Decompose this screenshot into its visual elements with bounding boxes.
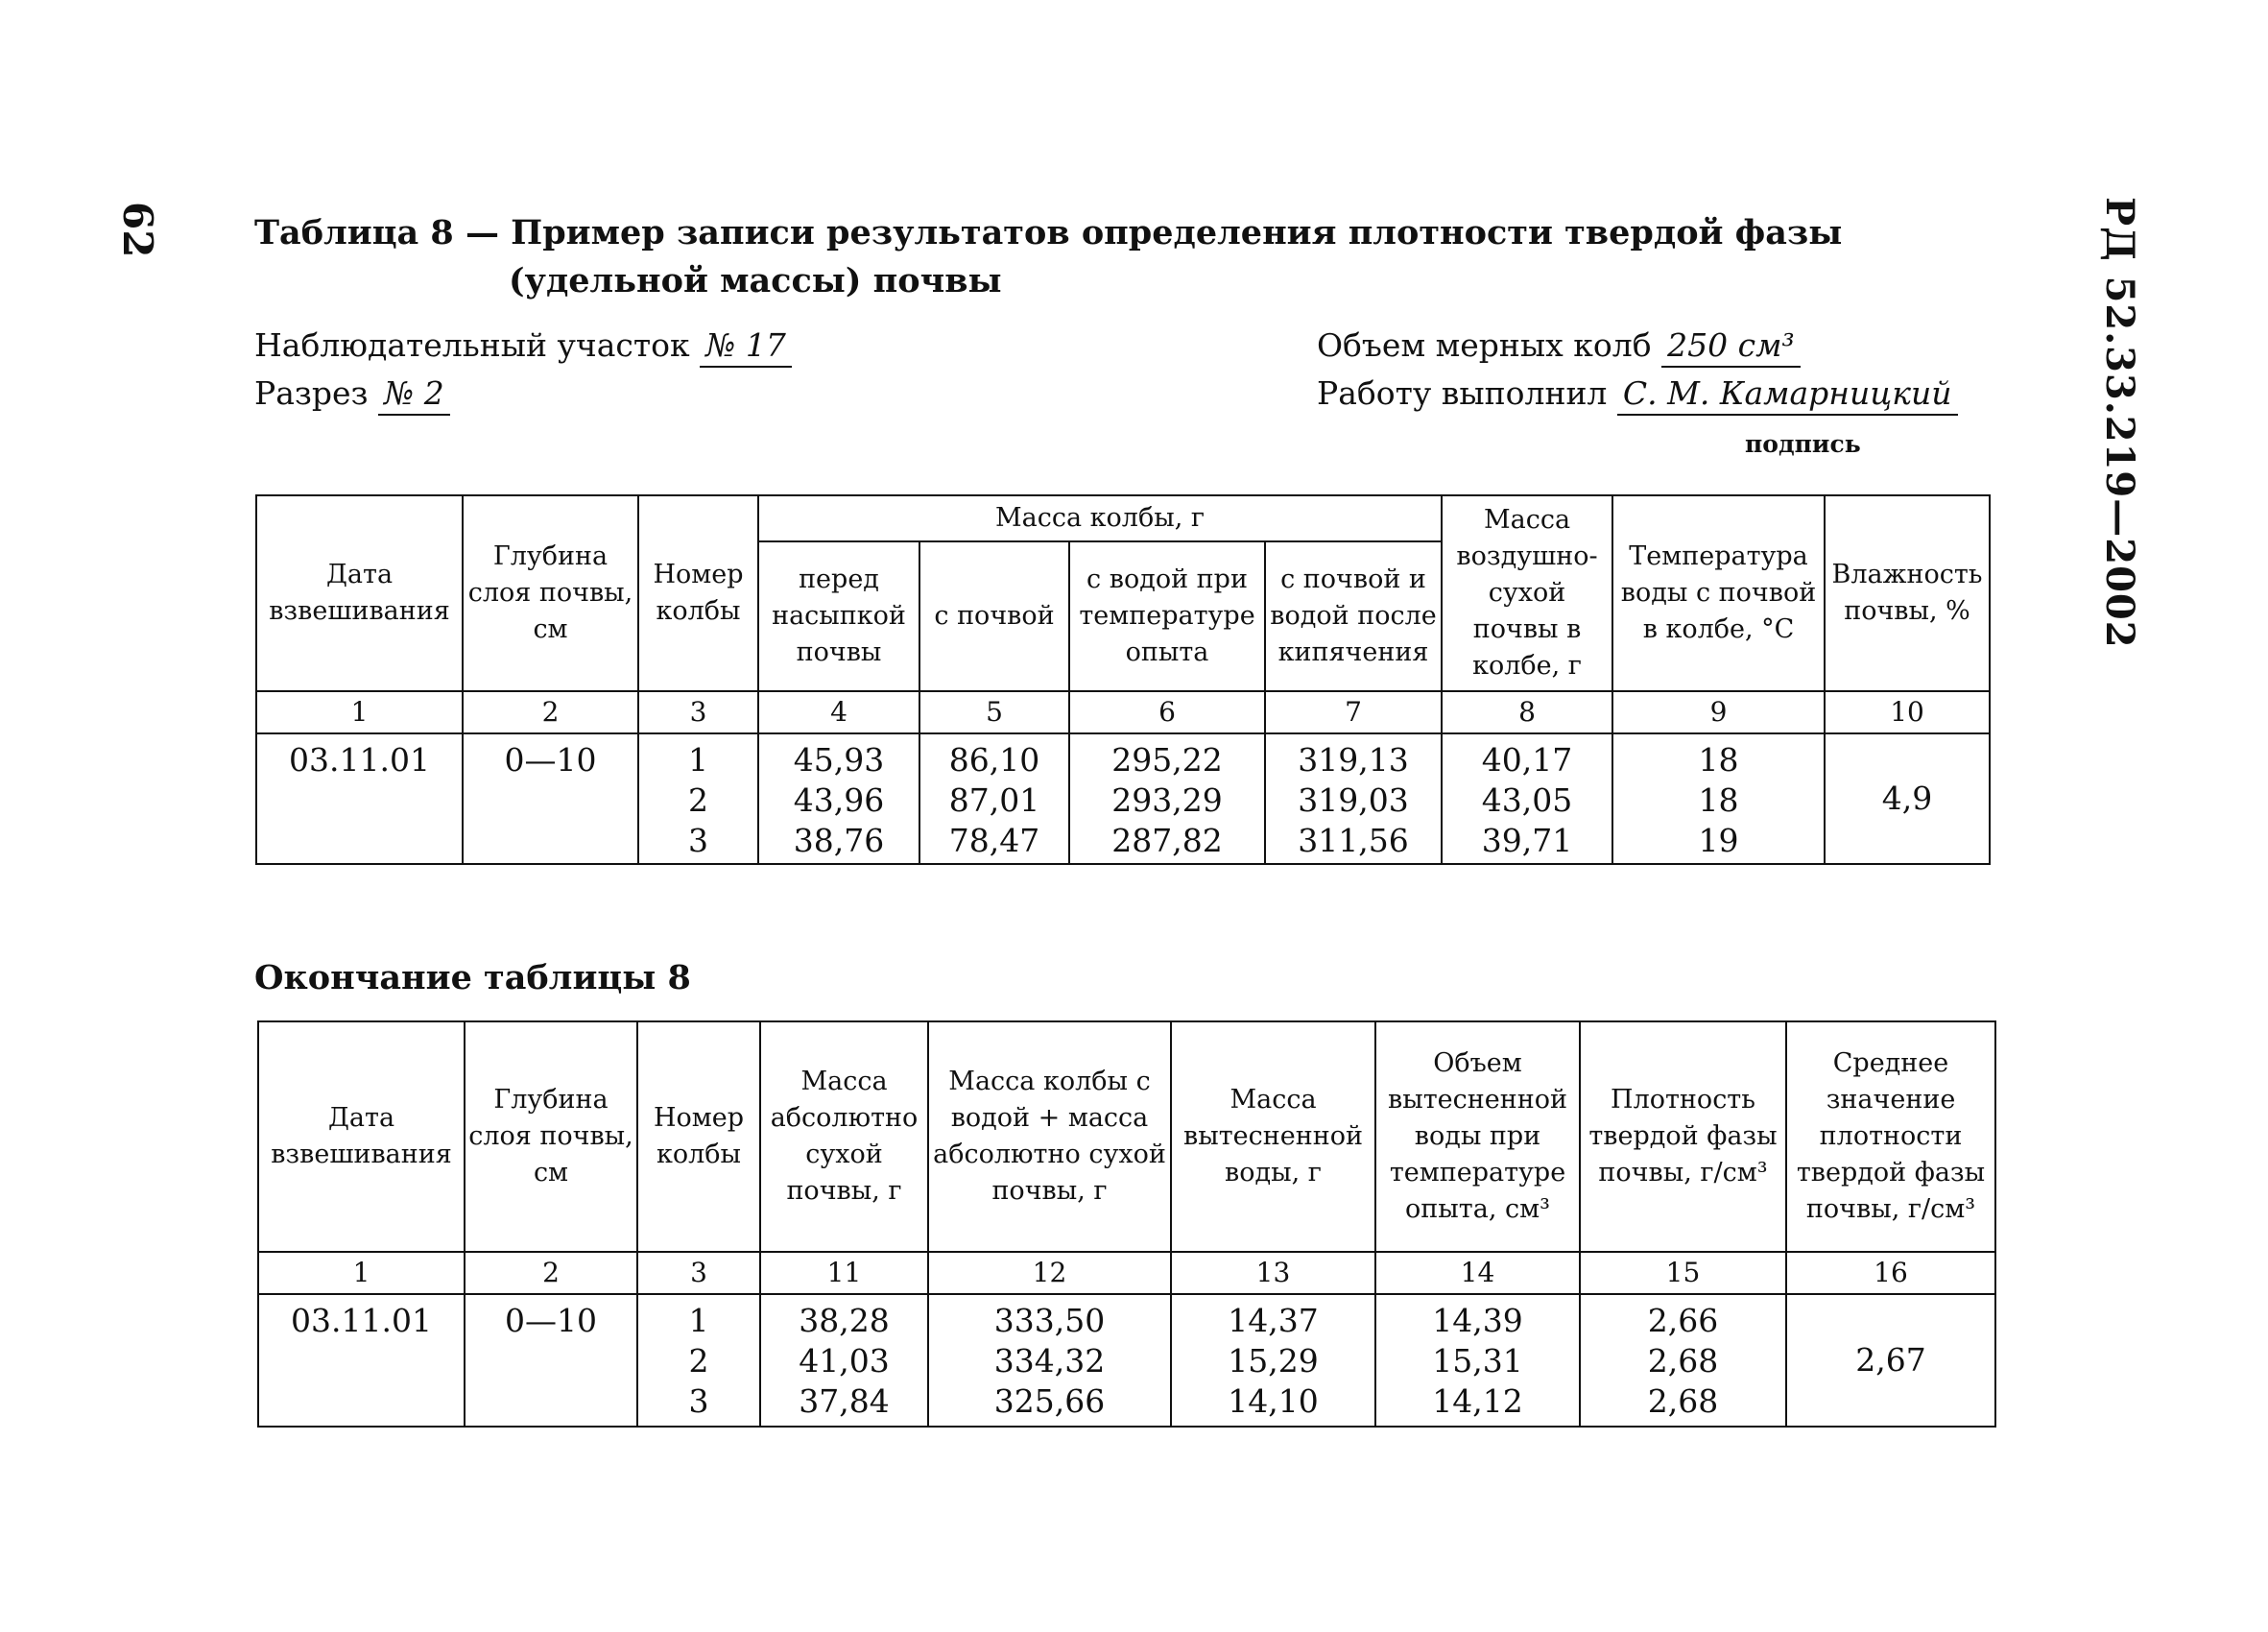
- header-abs-dry: Масса абсолютно сухой почвы, г: [760, 1021, 928, 1252]
- col-number: 6: [1069, 691, 1265, 733]
- col-number: 3: [637, 1252, 760, 1294]
- header-depth: Глубина слоя почвы, см: [465, 1021, 637, 1252]
- col-number: 12: [928, 1252, 1171, 1294]
- header-displaced-volume: Объем вытесненной воды при температуре опыта, см³: [1375, 1021, 1580, 1252]
- header-with-soil: с почвой: [919, 541, 1069, 691]
- cell-with-soil-water: 319,13 319,03 311,56: [1265, 733, 1442, 864]
- header-flask-mass: Масса колбы, г: [758, 495, 1442, 541]
- table-continuation-title: Окончание таблицы 8: [254, 958, 691, 997]
- header-before: перед насыпкой почвы: [758, 541, 919, 691]
- plot-value: № 17: [700, 326, 792, 368]
- col-number: 8: [1442, 691, 1612, 733]
- page-number: 62: [114, 202, 161, 258]
- cell-moisture: 4,9: [1825, 733, 1990, 864]
- volume-label: Объем мерных колб: [1317, 326, 1652, 364]
- header-date: Дата взвешивания: [258, 1021, 465, 1252]
- header-mean-density: Среднее значение плотности твердой фазы почвы, г/см³: [1786, 1021, 1995, 1252]
- cell-abs-dry: 38,28 41,03 37,84: [760, 1294, 928, 1427]
- col-number: 1: [256, 691, 463, 733]
- header-flask-no: Номер колбы: [638, 495, 758, 691]
- header-date: Дата взвешивания: [256, 495, 463, 691]
- col-number: 7: [1265, 691, 1442, 733]
- volume-field: [1317, 326, 1801, 364]
- col-number: 15: [1580, 1252, 1786, 1294]
- cell-date: 03.11.01: [256, 733, 463, 864]
- performer-field: [1317, 374, 1958, 412]
- col-number: 3: [638, 691, 758, 733]
- col-number: 2: [463, 691, 638, 733]
- cell-date: 03.11.01: [258, 1294, 465, 1427]
- header-air-dry: Масса воздушно-сухой почвы в колбе, г: [1442, 495, 1612, 691]
- section-label: Разрез: [254, 374, 369, 412]
- header-depth: Глубина слоя почвы, см: [463, 495, 638, 691]
- col-number: 13: [1171, 1252, 1375, 1294]
- col-number: 1: [258, 1252, 465, 1294]
- col-number: 4: [758, 691, 919, 733]
- header-flask-no: Номер колбы: [637, 1021, 760, 1252]
- header-flask-water-soil: Масса колбы с водой + масса абсолютно сухой почвы, г: [928, 1021, 1171, 1252]
- cell-air-dry: 40,17 43,05 39,71: [1442, 733, 1612, 864]
- cell-flask-no: 1 2 3: [638, 733, 758, 864]
- performer-value: С. М. Камарницкий: [1617, 374, 1958, 416]
- cell-flask-water-soil: 333,50 334,32 325,66: [928, 1294, 1171, 1427]
- section-value: № 2: [378, 374, 450, 416]
- cell-displaced-volume: 14,39 15,31 14,12: [1375, 1294, 1580, 1427]
- col-number: 11: [760, 1252, 928, 1294]
- volume-value: 250 см³: [1661, 326, 1801, 368]
- header-density: Плотность твердой фазы почвы, г/см³: [1580, 1021, 1786, 1252]
- col-number: 2: [465, 1252, 637, 1294]
- document-code: РД 52.33.219—2002: [2097, 197, 2142, 649]
- cell-flask-no: 1 2 3: [637, 1294, 760, 1427]
- cell-density: 2,66 2,68 2,68: [1580, 1294, 1786, 1427]
- plot-field: [254, 326, 792, 364]
- header-displaced-mass: Масса вытесненной воды, г: [1171, 1021, 1375, 1252]
- header-moisture: Влажность почвы, %: [1825, 495, 1990, 691]
- header-with-soil-water: с почвой и водой после кипячения: [1265, 541, 1442, 691]
- col-number: 5: [919, 691, 1069, 733]
- col-number: 14: [1375, 1252, 1580, 1294]
- cell-before: 45,93 43,96 38,76: [758, 733, 919, 864]
- col-number: 9: [1612, 691, 1825, 733]
- col-number: 16: [1786, 1252, 1995, 1294]
- cell-with-soil: 86,10 87,01 78,47: [919, 733, 1069, 864]
- cell-mean-density: 2,67: [1786, 1294, 1995, 1427]
- cell-depth: 0—10: [465, 1294, 637, 1427]
- table-2: [257, 1020, 1996, 1428]
- table-title: [254, 209, 1842, 305]
- cell-with-water: 295,22 293,29 287,82: [1069, 733, 1265, 864]
- section-field: [254, 374, 450, 412]
- header-temp: Температура воды с почвой в колбе, °С: [1612, 495, 1825, 691]
- header-with-water: с водой при температуре опыта: [1069, 541, 1265, 691]
- table-1: [255, 494, 1991, 865]
- cell-depth: 0—10: [463, 733, 638, 864]
- title-line-1: Таблица 8 — Пример записи результатов определения плотности твердой фазы: [254, 213, 1843, 252]
- cell-temp: 18 18 19: [1612, 733, 1825, 864]
- cell-displaced-mass: 14,37 15,29 14,10: [1171, 1294, 1375, 1427]
- signature-caption: подпись: [1745, 430, 1861, 458]
- performer-label: Работу выполнил: [1317, 374, 1608, 412]
- col-number: 10: [1825, 691, 1990, 733]
- plot-label: Наблюдательный участок: [254, 326, 690, 364]
- title-line-2: (удельной массы) почвы: [509, 261, 1002, 300]
